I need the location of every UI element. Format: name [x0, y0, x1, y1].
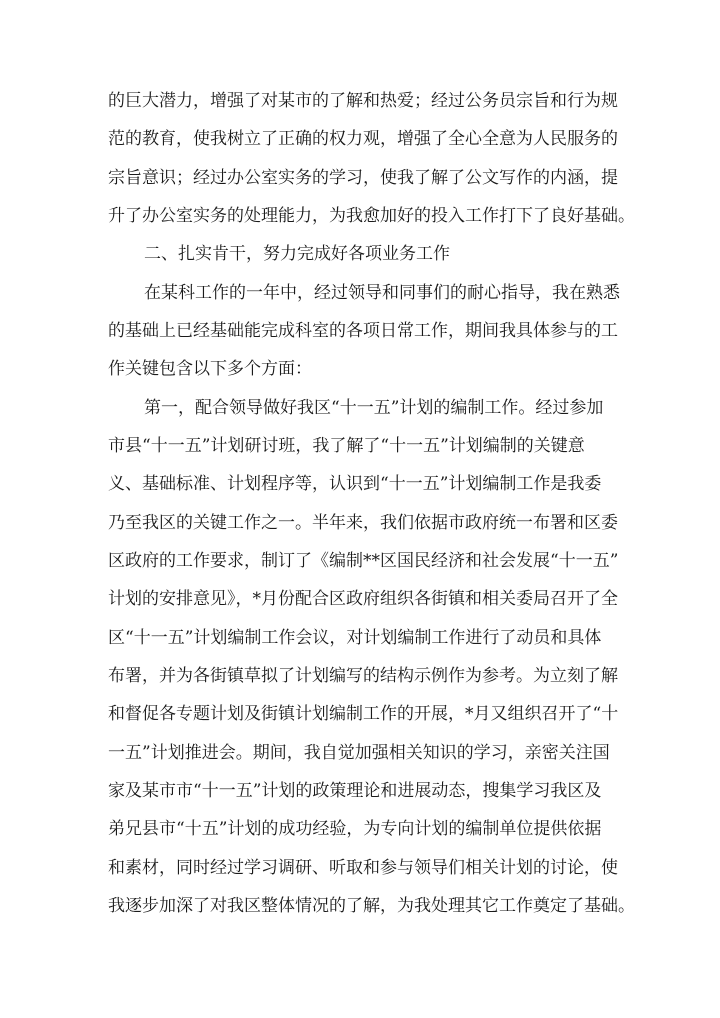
text-line: 义、基础标准、计划程序等，认识到“十一五”计划编制工作是我委 — [108, 474, 602, 494]
text-line: 和素材，同时经过学习调研、听取和参与领导们相关计划的讨论，使 — [108, 858, 618, 878]
section-heading: 二、扎实肯干，努力完成好各项业务工作 — [144, 244, 450, 264]
text-line: 的基础上已经基础能完成科室的各项日常工作，期间我具体参与的工 — [108, 321, 618, 341]
text-line: 弟兄县市“十五”计划的成功经验，为专向计划的编制单位提供依据 — [108, 819, 602, 839]
text-line: 升了办公室实务的处理能力，为我愈加好的投入工作打下了良好基础。 — [108, 206, 635, 226]
text-line: 在某科工作的一年中，经过领导和同事们的耐心指导，我在熟悉 — [144, 283, 620, 303]
text-line: 市县“十一五”计划研讨班，我了解了“十一五”计划编制的关键意 — [108, 436, 585, 456]
text-line: 我逐步加深了对我区整体情况的了解，为我处理其它工作奠定了基础。 — [108, 896, 635, 916]
text-line: 家及某市市“十一五”计划的政策理论和进展动态，搜集学习我区及 — [108, 781, 602, 801]
text-line: 和督促各专题计划及街镇计划编制工作的开展，*月又组织召开了“十 — [108, 704, 619, 724]
text-line: 布署，并为各街镇草拟了计划编写的结构示例作为参考。为立刻了解 — [108, 666, 618, 686]
text-line: 计划的安排意见》，*月份配合区政府组织各街镇和相关委局召开了全 — [108, 589, 618, 609]
text-line: 作关键包含以下多个方面： — [108, 359, 312, 379]
text-line: 一五”计划推进会。期间，我自觉加强相关知识的学习，亲密关注国 — [108, 743, 610, 763]
text-line: 宗旨意识；经过办公室实务的学习，使我了解了公文写作的内涵，提 — [108, 168, 618, 188]
text-line: 的巨大潜力，增强了对某市的了解和热爱；经过公务员宗旨和行为规 — [108, 91, 618, 111]
text-line: 第一，配合领导做好我区“十一五”计划的编制工作。经过参加 — [144, 398, 604, 418]
text-line: 乃至我区的关键工作之一。半年来，我们依据市政府统一布署和区委 — [108, 513, 618, 533]
text-line: 范的教育，使我树立了正确的权力观，增强了全心全意为人民服务的 — [108, 129, 618, 149]
text-line: 区政府的工作要求，制订了《编制**区国民经济和社会发展“十一五” — [108, 551, 619, 571]
text-line: 区“十一五”计划编制工作会议，对计划编制工作进行了动员和具体 — [108, 628, 602, 648]
